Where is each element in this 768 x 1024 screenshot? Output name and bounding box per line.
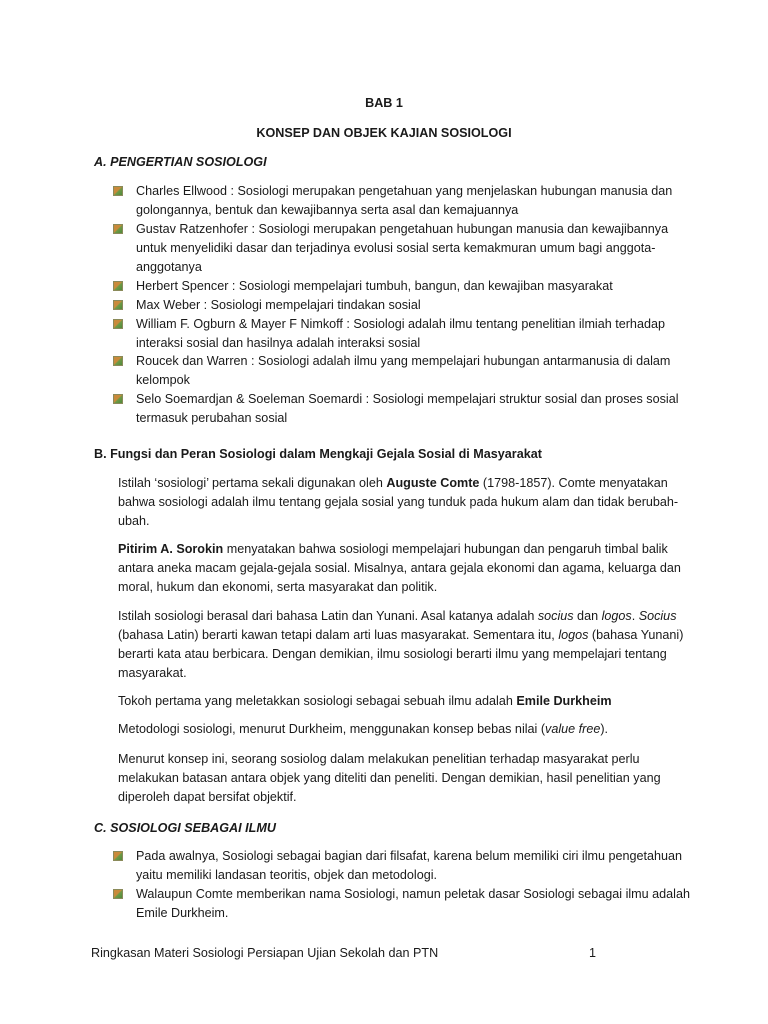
- list-item: Herbert Spencer : Sosiologi mempelajari tumbuh, bangun, dan kewajiban masyarakat: [136, 279, 613, 293]
- list-item: Charles Ellwood : Sosiologi merupakan pengetahuan yang menjelaskan hubungan manusia dan golongannya, bentuk dan kewajibannya serta asal dan kemajuannya: [136, 184, 673, 217]
- list-item: Roucek dan Warren : Sosiologi adalah ilmu yang mempelajari hubungan antarmanusia di dalam kelompok: [136, 354, 671, 387]
- text-run: (bahasa Yunani) berarti kata atau berbicara. Dengan demikian, ilmu sosiologi berarti ilmu yang mempelajari tentang masyarakat.: [118, 628, 684, 680]
- term-logos: logos: [558, 628, 589, 642]
- bullet-icon: [113, 281, 123, 291]
- list-item: Max Weber : Sosiologi mempelajari tindakan sosial: [136, 298, 421, 312]
- chapter-label: BAB 1: [365, 96, 403, 110]
- list-item: Gustav Ratzenhofer : Sosiologi merupakan pengetahuan hubungan manusia dan kewajibannya untuk menyelidiki dasar dan terjadinya evolusi sosial serta kemakmuran umum bagi anggota-anggotanya: [136, 222, 669, 274]
- bullet-icon: [113, 851, 123, 861]
- bullet-icon: [113, 224, 123, 234]
- text-run: Tokoh pertama yang meletakkan sosiologi sebagai sebuah ilmu adalah: [118, 694, 517, 708]
- bullet-icon: [113, 394, 123, 404]
- bullet-icon: [113, 889, 123, 899]
- text-run: .: [631, 609, 639, 623]
- text-run: Metodologi sosiologi, menurut Durkheim, menggunakan konsep bebas nilai (: [118, 722, 546, 736]
- bullet-icon: [113, 356, 123, 366]
- section-a-heading: A. PENGERTIAN SOSIOLOGI: [94, 155, 267, 169]
- name-durkheim: Emile Durkheim: [516, 694, 612, 708]
- text-run: Istilah ‘sosiologi’ pertama sekali digunakan oleh: [118, 476, 387, 490]
- section-b-heading: B. Fungsi dan Peran Sosiologi dalam Mengkaji Gejala Sosial di Masyarakat: [94, 447, 542, 461]
- section-c-heading: C. SOSIOLOGI SEBAGAI ILMU: [94, 821, 276, 835]
- paragraph-sorokin: [118, 540, 688, 597]
- bullet-icon: [113, 186, 123, 196]
- paragraph-etymology: [118, 607, 688, 683]
- term-value-free: value free: [545, 722, 601, 736]
- name-auguste-comte: Auguste Comte: [386, 476, 480, 490]
- text-run: ).: [600, 722, 609, 736]
- text-run: dan: [573, 609, 602, 623]
- bullet-icon: [113, 319, 123, 329]
- text-run: menyatakan bahwa sosiologi mempelajari hubungan dan pengaruh timbal balik antara aneka macam gejala-gejala sosial. Misalnya, antara gejala ekonomi dan agama, keluarga dan moral, hukum dan ekonomi, serta masyarakat dan politik.: [118, 542, 681, 594]
- list-item: Selo Soemardjan & Soeleman Soemardi : Sosiologi mempelajari struktur sosial dan proses sosial termasuk perubahan sosial: [136, 392, 679, 425]
- list-item: William F. Ogburn & Mayer F Nimkoff : Sosiologi adalah ilmu tentang penelitian ilmiah terhadap interaksi sosial dan hasilnya adalah interaksi sosial: [136, 317, 665, 350]
- text-run: Istilah sosiologi berasal dari bahasa Latin dan Yunani. Asal katanya adalah: [118, 609, 538, 623]
- text-run: (bahasa Latin) berarti kawan tetapi dalam arti luas masyarakat. Sementara itu,: [118, 628, 559, 642]
- page-number: 1: [589, 946, 597, 960]
- term-socius: Socius: [638, 609, 677, 623]
- page-title: KONSEP DAN OBJEK KAJIAN SOSIOLOGI: [256, 126, 512, 140]
- bullet-icon: [113, 300, 123, 310]
- list-item: Walaupun Comte memberikan nama Sosiologi, namun peletak dasar Sosiologi sebagai ilmu adalah Emile Durkheim.: [136, 887, 690, 920]
- paragraph-methodology: [118, 720, 688, 739]
- paragraph-durkheim: [118, 692, 688, 711]
- paragraph-comte: [118, 474, 688, 531]
- list-item: Pada awalnya, Sosiologi sebagai bagian dari filsafat, karena belum memiliki ciri ilmu pengetahuan yaitu memiliki landasan teoritis, objek dan metodologi.: [136, 849, 683, 882]
- term-socius: socius: [537, 609, 574, 623]
- name-sorokin: Pitirim A. Sorokin: [118, 542, 224, 556]
- term-logos: logos: [601, 609, 632, 623]
- footer-text: Ringkasan Materi Sosiologi Persiapan Ujian Sekolah dan PTN: [91, 946, 439, 960]
- text-run: (1798-1857). Comte menyatakan bahwa sosiologi adalah ilmu tentang gejala sosial yang tunduk pada hukum alam dan tidak berubah-ubah.: [118, 476, 679, 528]
- paragraph-concept: Menurut konsep ini, seorang sosiolog dalam melakukan penelitian terhadap masyarakat perlu melakukan batasan antara objek yang diteliti dan peneliti. Dengan demikian, hasil penelitian yang diperoleh dapat bersifat objektif.: [118, 752, 661, 804]
